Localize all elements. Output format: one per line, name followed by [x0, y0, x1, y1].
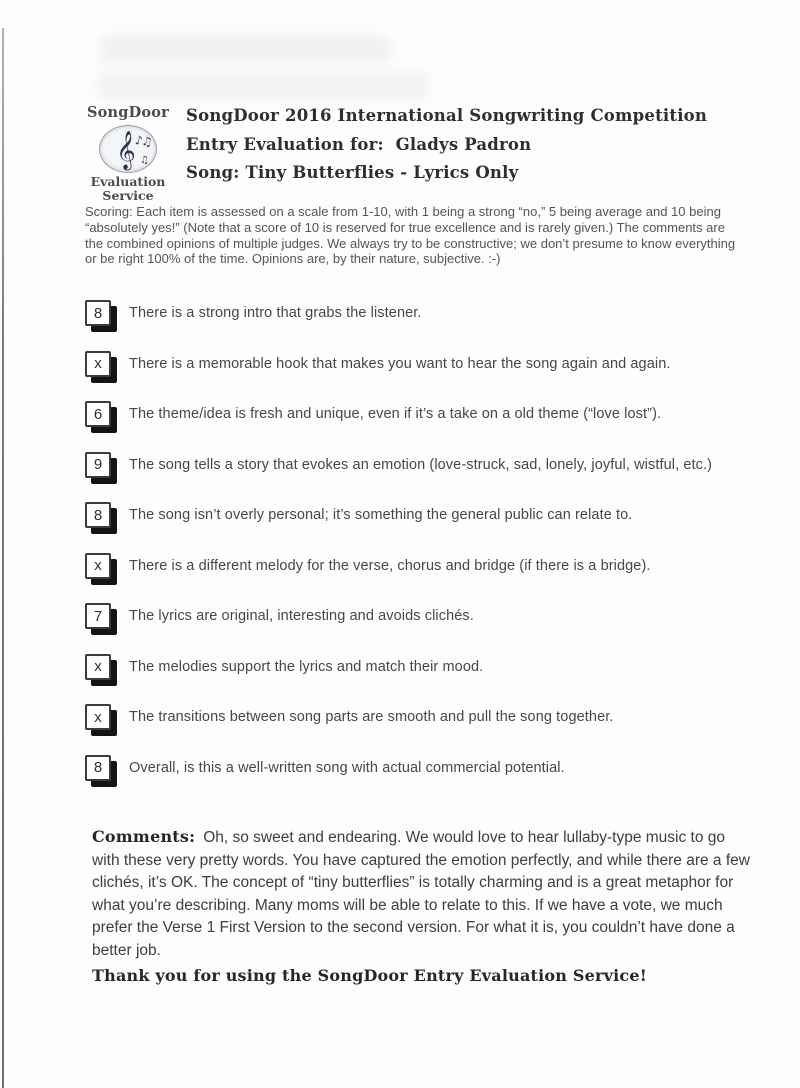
evaluation-item-row — [85, 704, 745, 730]
score-box — [85, 452, 111, 478]
entry-evaluation-line: Entry Evaluation for: Gladys Padron — [186, 134, 532, 154]
logo-subtitle-line1: Evaluation — [90, 174, 166, 189]
logo-brand-text: SongDoor — [87, 104, 169, 121]
item-text: The theme/idea is fresh and unique, even if it’s a take on a old theme (“love lost”). — [129, 406, 662, 422]
treble-clef-icon: 𝄞 — [116, 129, 136, 169]
comments-text: Oh, so sweet and endearing. We would love to hear lullaby-type music to go with these very pretty words. You have captured the emotion perfectly, and while there are a few clichés, it’s OK. The concept of “tiny butterflies” is totally charming and is a great metaphor for what you’re describing. Many moms will be able to relate to this. If we have a vote, we much prefer the Verse 1 First Version to the second version. For what it is, you couldn’t have done a better job. — [92, 829, 750, 959]
comments-label: Comments: — [92, 827, 196, 846]
item-text: The melodies support the lyrics and match their mood. — [129, 658, 484, 675]
score-box-value: 8 — [93, 506, 103, 524]
music-notes-icon: ♪♫ — [133, 132, 152, 150]
footer-thanks-line: Thank you for using the SongDoor Entry Evaluation Service! — [92, 966, 647, 985]
item-text: There is a different melody for the verse, chorus and bridge (if there is a bridge). — [129, 557, 651, 574]
item-text: There is a memorable hook that makes you want to hear the song again and again. — [129, 355, 671, 372]
score-box-value: 8 — [93, 304, 103, 322]
score-box-value: x — [94, 658, 102, 675]
evaluation-item-row — [85, 553, 745, 579]
score-box-value: 8 — [93, 759, 103, 776]
page-title: SongDoor 2016 International Songwriting Competition — [186, 106, 708, 125]
scan-edge-line — [2, 28, 4, 1088]
music-notes-icon: ♫ — [140, 155, 149, 166]
logo-subtitle-line2: Service — [102, 187, 154, 203]
evaluation-item-row — [85, 401, 745, 427]
score-box-value: x — [94, 557, 102, 574]
score-box — [85, 654, 111, 680]
evaluation-item-row — [85, 351, 745, 377]
evaluation-item-row — [85, 502, 745, 528]
bleed-through-artifact — [100, 36, 390, 62]
score-box — [85, 351, 111, 377]
score-box — [85, 401, 111, 427]
scoring-explanation: Scoring: Each item is assessed on a scale from 1-10, with 1 being a strong “no,” 5 being average and 10 being “absolutely yes!” (Note that a score of 10 is reserved for true excellence and is rarely given.) The comments are the combined opinions of multiple judges. We always try to be constructive; we don’t presume to know everything or be right 100% of the time. Opinions are, by their nature, subjective. :-) — [85, 204, 736, 267]
item-text: There is a strong intro that grabs the listener. — [129, 305, 422, 321]
evaluation-item-row — [85, 755, 745, 781]
evaluation-item-row — [85, 300, 745, 326]
document-header — [186, 102, 746, 188]
item-text: Overall, is this a well-written song with actual commercial potential. — [129, 759, 565, 776]
item-text: The song isn’t overly personal; it’s something the general public can relate to. — [129, 507, 633, 523]
score-box — [85, 704, 111, 730]
comments-paragraph — [92, 826, 752, 963]
score-box — [85, 553, 111, 579]
score-box — [85, 300, 111, 326]
score-box-value: 7 — [93, 607, 103, 625]
item-text: The transitions between song parts are smooth and pull the song together. — [129, 709, 614, 725]
score-box — [85, 502, 111, 528]
score-box-value: 6 — [93, 405, 103, 423]
item-text: The song tells a story that evokes an emotion (love-struck, sad, lonely, joyful, wistful, etc.) — [129, 456, 713, 473]
evaluation-items — [85, 300, 745, 781]
score-box — [85, 755, 111, 781]
song-title-line: Song: Tiny Butterflies - Lyrics Only — [186, 163, 519, 182]
score-box-value: x — [94, 355, 102, 372]
evaluation-item-row — [85, 654, 745, 680]
score-box — [85, 603, 111, 629]
evaluation-item-row — [85, 452, 745, 478]
item-text: The lyrics are original, interesting and avoids clichés. — [129, 608, 474, 624]
songdoor-logo — [86, 104, 170, 203]
logo-music-emblem — [99, 125, 157, 173]
evaluation-item-row — [85, 603, 745, 629]
score-box-value: x — [94, 708, 102, 726]
score-box-value: 9 — [93, 456, 103, 473]
bleed-through-artifact — [98, 72, 428, 100]
